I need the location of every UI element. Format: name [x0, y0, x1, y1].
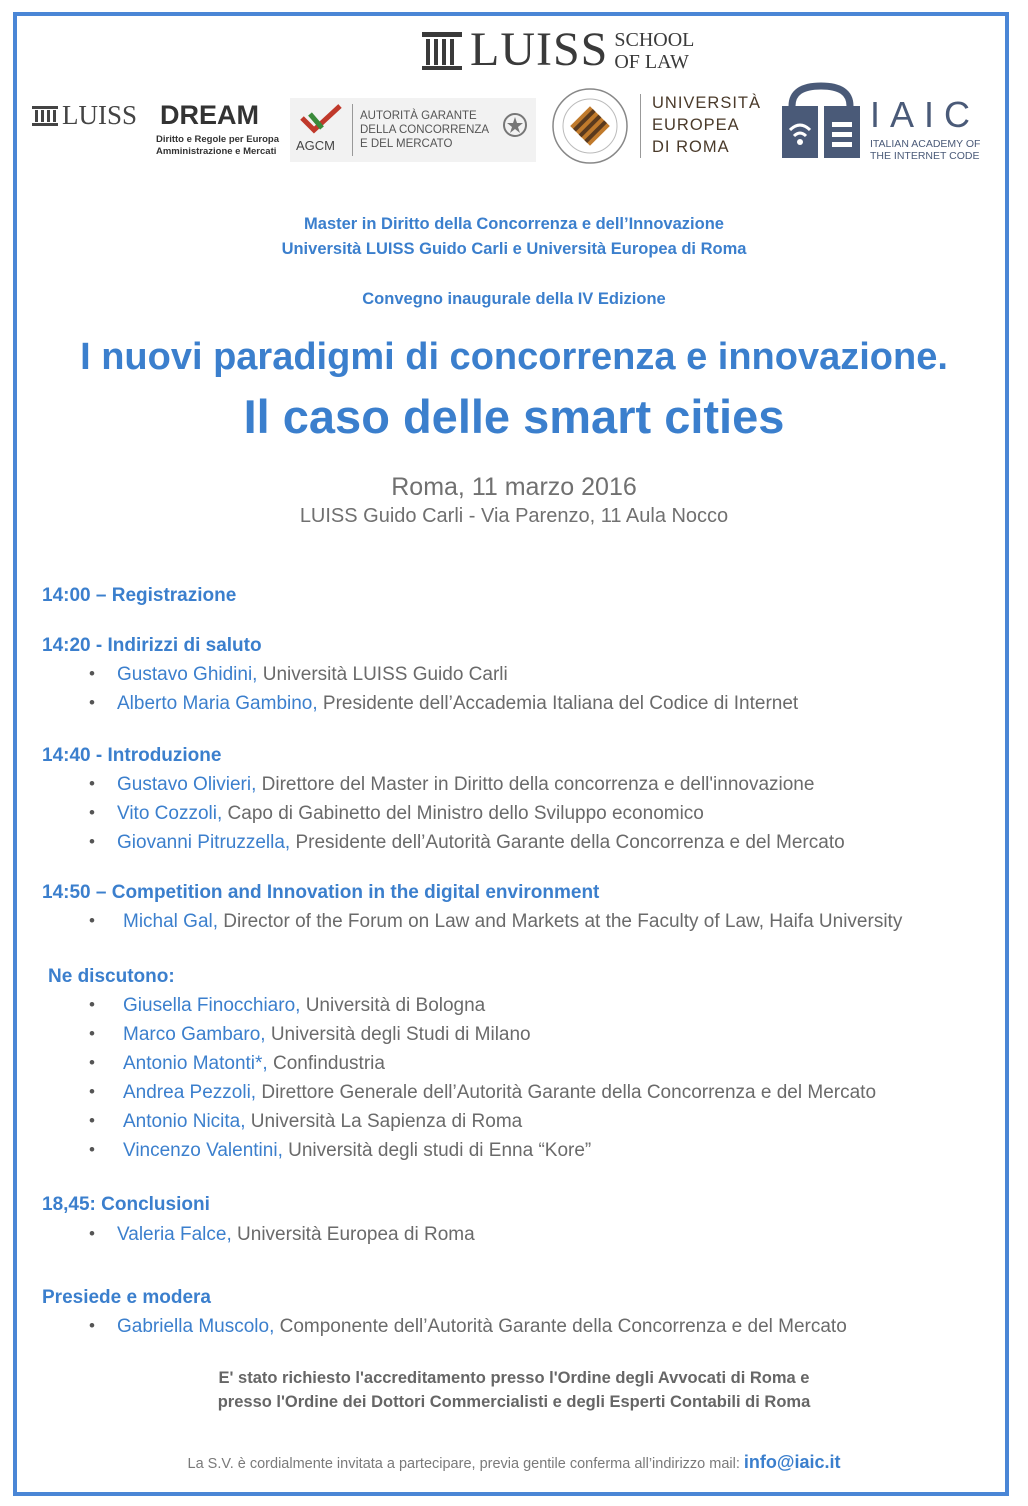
- iaic-line2: THE INTERNET CODE: [870, 150, 980, 162]
- speaker-role: Università Europea di Roma: [231, 1224, 475, 1245]
- bullet: •: [89, 995, 95, 1014]
- bullet: •: [89, 693, 95, 712]
- school-word: SCHOOL: [614, 29, 695, 51]
- agcm-divider: [352, 104, 353, 156]
- bullet: •: [89, 911, 95, 930]
- speaker-name: Antonio Nicita,: [123, 1111, 246, 1132]
- luiss-dream-sub1: Diritto e Regole per Europa: [156, 134, 279, 145]
- title-line1: I nuovi paradigmi di concorrenza e innovazione.: [80, 336, 948, 378]
- section-presiede-heading: Presiede e modera: [42, 1287, 211, 1308]
- section-saluto-heading: 14:20 - Indirizzi di saluto: [42, 635, 262, 656]
- section-introduzione-heading: 14:40 - Introduzione: [42, 745, 222, 766]
- uer-divider: [640, 94, 641, 158]
- accreditamento-line2: presso l'Ordine dei Dottori Commercialisti e degli Esperti Contabili di Roma: [217, 1393, 811, 1411]
- speaker-role: Università degli studi di Enna “Kore”: [282, 1140, 592, 1161]
- speaker-name: Gustavo Ghidini,: [117, 664, 258, 685]
- universita-europea-logo: [548, 86, 770, 166]
- bullet: •: [89, 1316, 95, 1335]
- list-item: [89, 1053, 385, 1075]
- bullet: •: [89, 664, 95, 683]
- list-item: [89, 995, 486, 1017]
- speaker-role: Componente dell’Autorità Garante della Concorrenza e del Mercato: [274, 1316, 847, 1337]
- speaker-role: Università di Bologna: [300, 995, 486, 1016]
- speaker-role: Confindustria: [267, 1053, 385, 1074]
- bullet: •: [89, 1111, 95, 1130]
- bullet: •: [89, 1053, 95, 1072]
- footer-text: La S.V. è cordialmente invitata a partecipare, previa gentile conferma all’indirizzo mail:: [187, 1456, 744, 1472]
- column-icon: [420, 28, 464, 72]
- uer-line3: DI ROMA: [652, 138, 730, 156]
- footer-invitation: [0, 1452, 1028, 1473]
- speaker-role: Director of the Forum on Law and Markets at the Faculty of Law, Haifa University: [218, 911, 903, 932]
- speaker-role: Presidente dell’Autorità Garante della Concorrenza e del Mercato: [290, 832, 845, 853]
- iaic-logo: [778, 82, 992, 164]
- speaker-name: Vito Cozzoli,: [117, 803, 223, 824]
- bullet: •: [89, 774, 95, 793]
- speaker-name: Gabriella Muscolo,: [117, 1316, 275, 1337]
- list-item: [89, 1024, 531, 1046]
- luiss-dream-word2: DREAM: [160, 100, 259, 130]
- speaker-name: Antonio Matonti*,: [123, 1053, 268, 1074]
- bullet: •: [89, 1082, 95, 1101]
- agcm-line1: AUTORITÀ GARANTE: [360, 110, 477, 122]
- agcm-logo: [290, 98, 536, 162]
- list-item: [89, 911, 903, 933]
- speaker-name: Alberto Maria Gambino,: [117, 693, 318, 714]
- section-competition-heading: 14:50 – Competition and Innovation in the digital environment: [42, 882, 600, 903]
- list-item: [89, 1224, 475, 1246]
- event-date: Roma, 11 marzo 2016: [391, 473, 637, 501]
- column-icon: [32, 104, 58, 126]
- agcm-line2: DELLA CONCORRENZA: [360, 124, 490, 136]
- luiss-dream-logo: [32, 100, 282, 160]
- section-discutono-heading: Ne discutono:: [48, 966, 175, 987]
- speaker-name: Giusella Finocchiaro,: [123, 995, 301, 1016]
- speaker-name: Valeria Falce,: [117, 1224, 232, 1245]
- list-item: [89, 832, 845, 854]
- bullet: •: [89, 803, 95, 822]
- list-item: [89, 1140, 592, 1162]
- speaker-role: Capo di Gabinetto del Ministro dello Sviluppo economico: [222, 803, 704, 824]
- section-conclusioni-heading: 18,45: Conclusioni: [42, 1194, 210, 1215]
- uer-line2: EUROPEA: [652, 116, 740, 134]
- speaker-name: Andrea Pezzoli,: [123, 1082, 257, 1103]
- speaker-name: Giovanni Pitruzzella,: [117, 832, 291, 853]
- speaker-name: Marco Gambaro,: [123, 1024, 266, 1045]
- section-registrazione: 14:00 – Registrazione: [42, 585, 237, 606]
- of-law-word: OF LAW: [614, 51, 689, 73]
- luiss-dream-sub2: Amministrazione e Mercati: [156, 146, 277, 157]
- emblem-icon: [502, 112, 528, 138]
- iaic-abbr: IAIC: [870, 94, 981, 135]
- speaker-name: Gustavo Olivieri,: [117, 774, 257, 795]
- speaker-role: Università La Sapienza di Roma: [245, 1111, 523, 1132]
- luiss-dream-word1: LUISS: [62, 100, 138, 130]
- list-item: [89, 774, 815, 796]
- agcm-mark-icon: [300, 104, 344, 134]
- list-item: [89, 1316, 847, 1338]
- accreditamento-line1: E' stato richiesto l'accreditamento presso l'Ordine degli Avvocati di Roma e: [218, 1369, 810, 1387]
- list-item: [89, 803, 704, 825]
- title-line2: Il caso delle smart cities: [243, 390, 785, 443]
- convegno-line: Convegno inaugurale della IV Edizione: [362, 290, 666, 308]
- agcm-abbr: AGCM: [296, 138, 335, 153]
- seal-icon: [550, 86, 630, 166]
- bullet: •: [89, 1140, 95, 1159]
- agcm-line3: E DEL MERCATO: [360, 138, 453, 150]
- list-item: [89, 1082, 877, 1104]
- speaker-role: Presidente dell’Accademia Italiana del Codice di Internet: [317, 693, 799, 714]
- speaker-role: Direttore del Master in Diritto della concorrenza e dell'innovazione: [256, 774, 815, 795]
- luiss-wordmark: LUISS: [470, 23, 609, 76]
- bullet: •: [89, 832, 95, 851]
- speaker-name: Vincenzo Valentini,: [123, 1140, 283, 1161]
- bullet: •: [89, 1024, 95, 1043]
- list-item: [89, 664, 508, 686]
- email-link[interactable]: info@iaic.it: [743, 1452, 841, 1472]
- luiss-school-of-law-logo: [420, 23, 695, 76]
- master-line2: Università LUISS Guido Carli e Università Europea di Roma: [281, 240, 747, 258]
- iaic-mark-icon: [778, 82, 864, 162]
- speaker-role: Università LUISS Guido Carli: [257, 664, 508, 685]
- master-line1: Master in Diritto della Concorrenza e dell’Innovazione: [304, 215, 724, 233]
- list-item: [89, 693, 799, 715]
- iaic-line1: ITALIAN ACADEMY OF: [870, 138, 981, 150]
- list-item: [89, 1111, 523, 1133]
- uer-line1: UNIVERSITÀ: [652, 94, 762, 112]
- speaker-role: Università degli Studi di Milano: [265, 1024, 531, 1045]
- bullet: •: [89, 1224, 95, 1243]
- speaker-name: Michal Gal,: [123, 911, 219, 932]
- speaker-role: Direttore Generale dell’Autorità Garante della Concorrenza e del Mercato: [256, 1082, 877, 1103]
- event-place: LUISS Guido Carli - Via Parenzo, 11 Aula Nocco: [299, 505, 729, 527]
